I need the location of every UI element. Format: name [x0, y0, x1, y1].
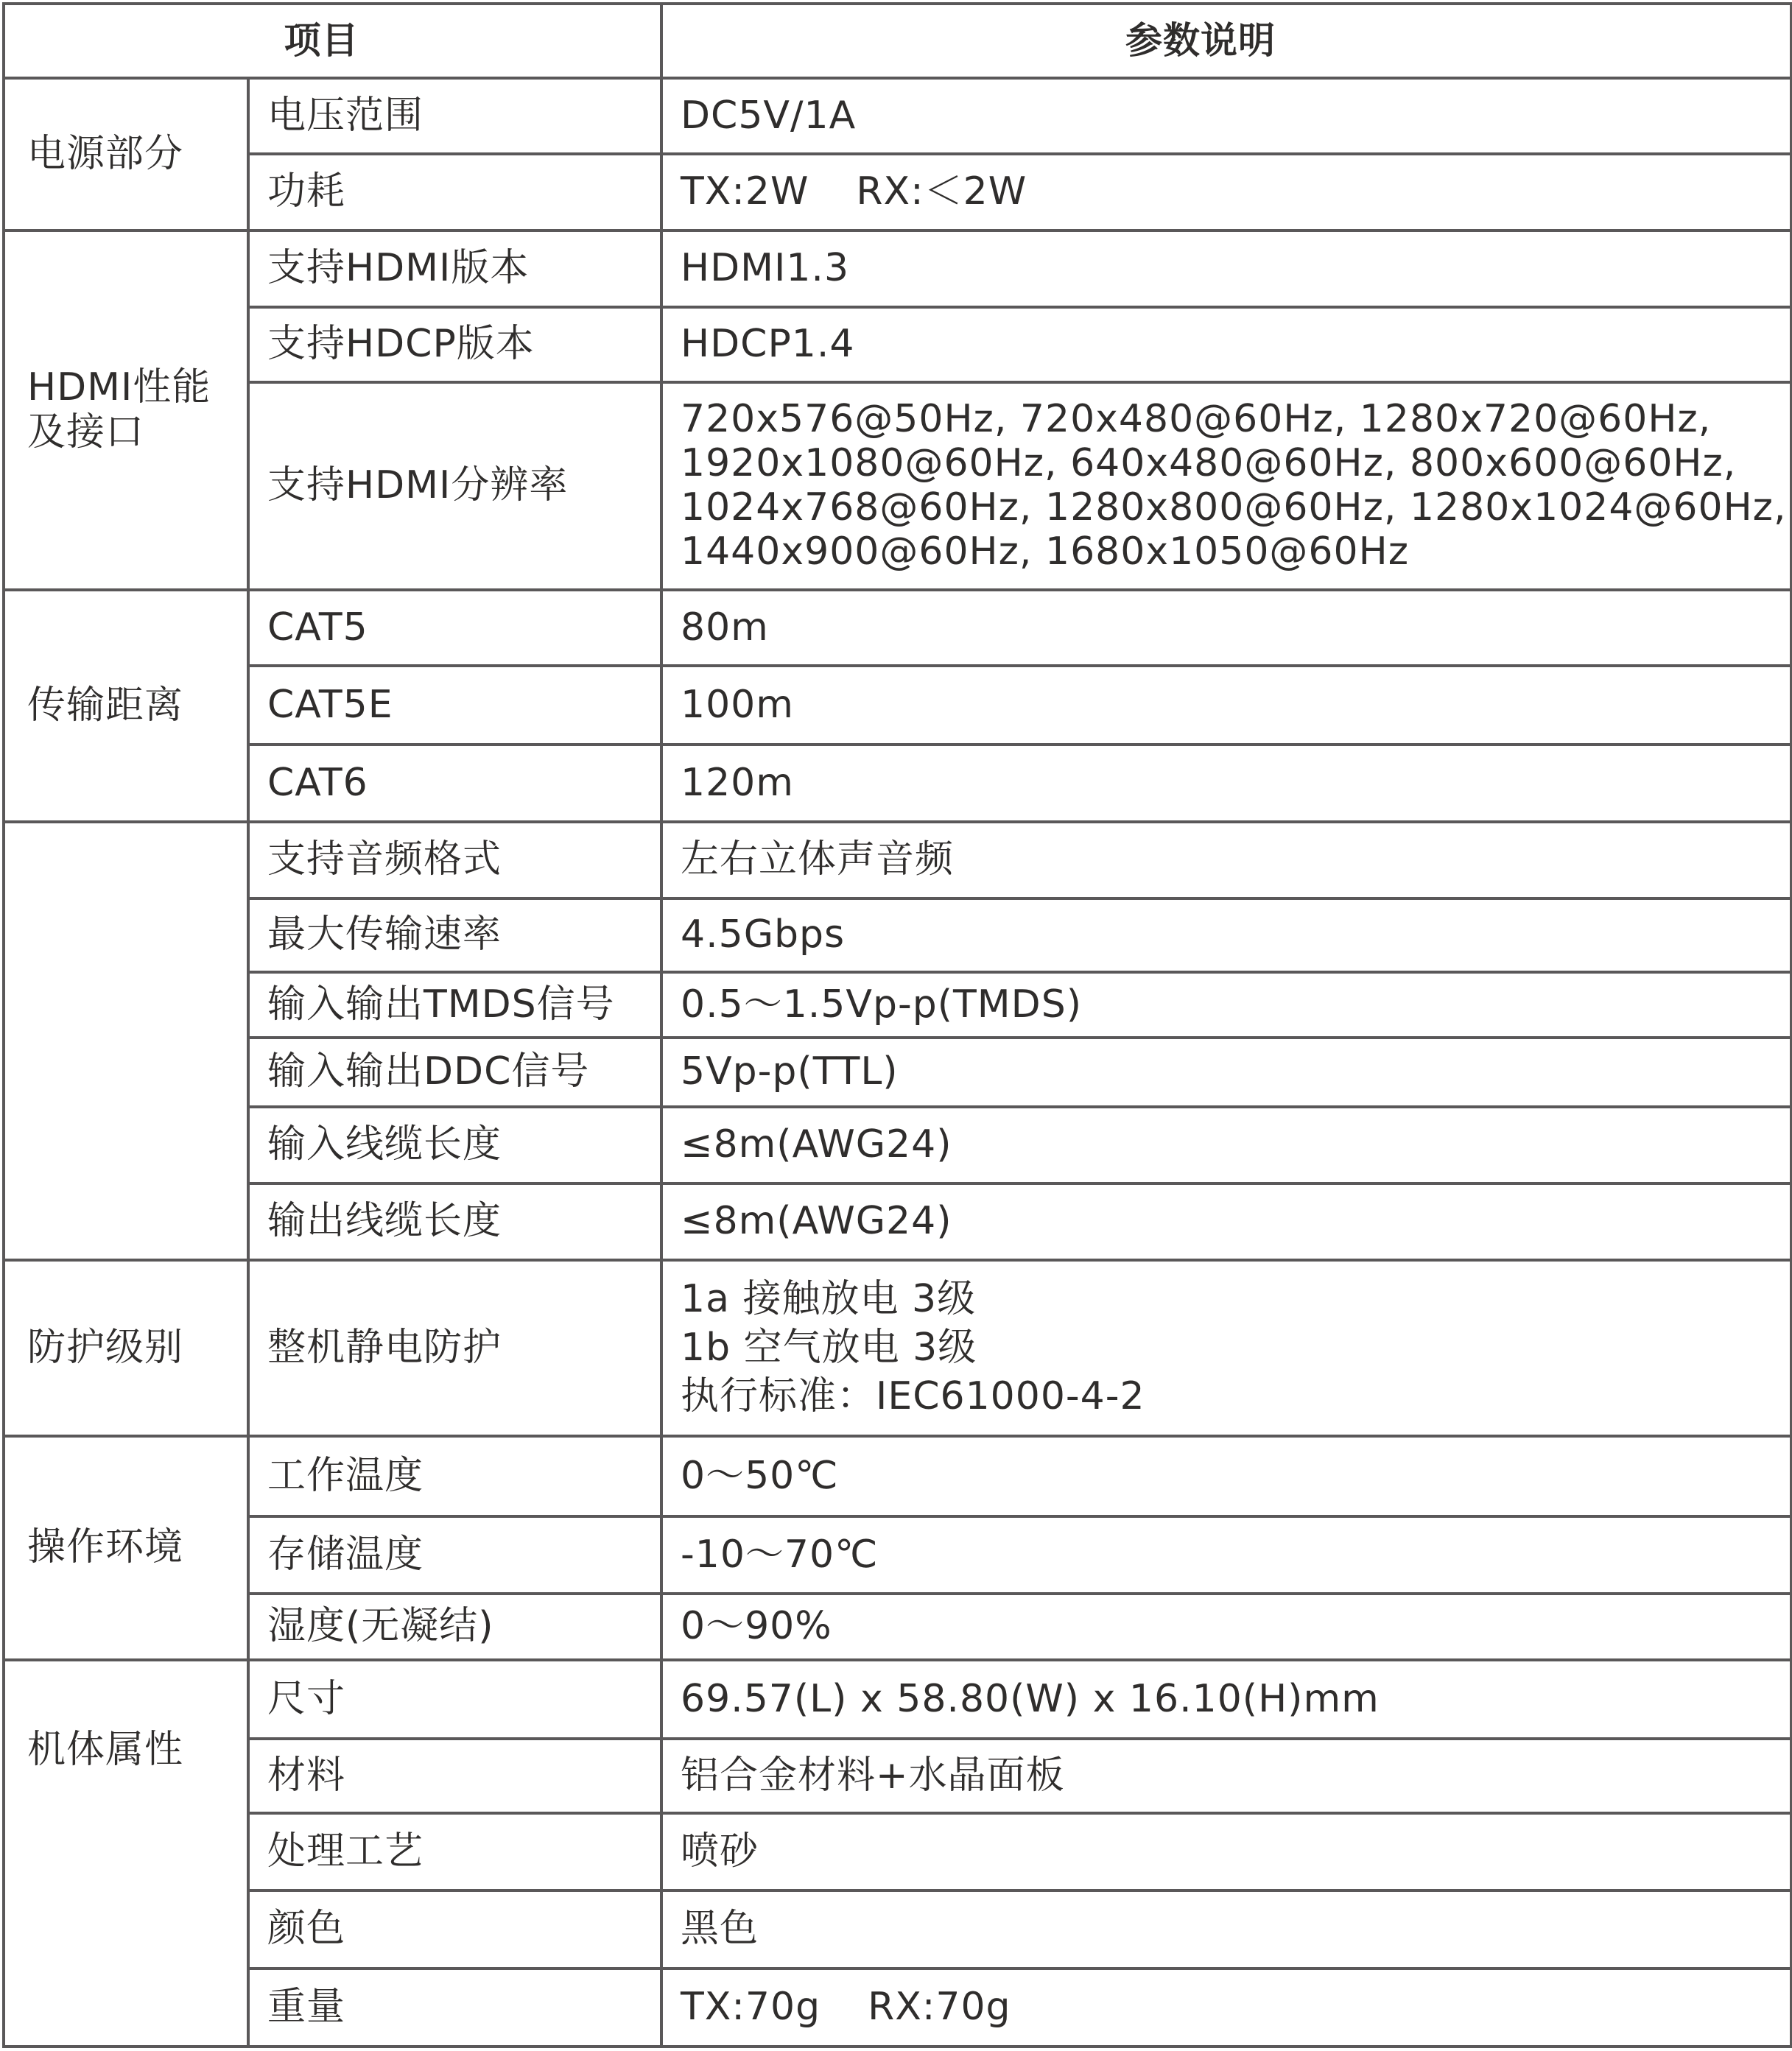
value-dimensions: 69.57(L) x 58.80(W) x 16.10(H)mm: [661, 1660, 1791, 1739]
category-signal-empty: [4, 822, 248, 1260]
esd-line-air: 1b 空气放电 3级: [681, 1325, 977, 1370]
value-finish: 喷砂: [661, 1813, 1791, 1890]
value-tmds-signal: 0.5～1.5Vp-p(TMDS): [661, 972, 1791, 1038]
item-tmds-signal: 输入输出TMDS信号: [248, 972, 661, 1038]
value-max-rate: 4.5Gbps: [661, 898, 1791, 972]
resolution-line: 1440x900@60Hz, 1680x1050@60Hz: [681, 530, 1409, 574]
table-row: [4, 898, 1791, 972]
resolution-line: 1920x1080@60Hz, 640x480@60Hz, 800x600@60Hz,: [681, 441, 1737, 485]
value-tx-weight: TX:70g: [681, 1985, 821, 2030]
item-input-cable: 输入线缆长度: [248, 1107, 661, 1183]
value-esd-protection: [661, 1260, 1791, 1436]
category-hdmi: [4, 231, 248, 590]
table-row: [4, 1660, 1791, 1739]
item-output-cable: 输出线缆长度: [248, 1183, 661, 1260]
table-row: [4, 1038, 1791, 1107]
item-cat6: CAT6: [248, 745, 661, 822]
table-row: [4, 78, 1791, 154]
item-dimensions: 尺寸: [248, 1660, 661, 1739]
value-hdmi-version: HDMI1.3: [661, 231, 1791, 307]
item-esd-protection: 整机静电防护: [248, 1260, 661, 1436]
table-row: [4, 382, 1791, 590]
value-hdcp-version: HDCP1.4: [661, 307, 1791, 382]
category-body: 机体属性: [4, 1660, 248, 2047]
category-power: 电源部分: [4, 78, 248, 231]
value-output-cable: ≤8m(AWG24): [661, 1183, 1791, 1260]
table-row: [4, 745, 1791, 822]
value-storage-temp: -10～70℃: [661, 1516, 1791, 1594]
header-param: 参数说明: [661, 4, 1791, 78]
value-power-consumption: [661, 154, 1791, 231]
item-humidity: 湿度(无凝结): [248, 1594, 661, 1660]
table-row: [4, 231, 1791, 307]
esd-line-standard: 执行标准：IEC61000-4-2: [681, 1373, 1145, 1418]
value-tx-power: TX:2W: [681, 169, 809, 214]
header-item: 项目: [4, 4, 661, 78]
category-distance: 传输距离: [4, 590, 248, 822]
spec-table: [2, 2, 1792, 2048]
item-finish: 处理工艺: [248, 1813, 661, 1890]
item-audio-format: 支持音频格式: [248, 822, 661, 898]
value-humidity: 0～90%: [661, 1594, 1791, 1660]
value-ddc-signal: 5Vp-p(TTL): [661, 1038, 1791, 1107]
table-row: [4, 1436, 1791, 1516]
item-operating-temp: 工作温度: [248, 1436, 661, 1516]
table-row: [4, 1739, 1791, 1813]
item-color: 颜色: [248, 1890, 661, 1969]
category-hdmi-line2: 及接口: [27, 410, 145, 454]
item-weight: 重量: [248, 1969, 661, 2047]
item-ddc-signal: 输入输出DDC信号: [248, 1038, 661, 1107]
table-row: [4, 972, 1791, 1038]
category-hdmi-line1: HDMI性能: [27, 365, 211, 409]
value-material: 铝合金材料+水晶面板: [661, 1739, 1791, 1813]
value-hdmi-resolution: [661, 382, 1791, 590]
value-color: 黑色: [661, 1890, 1791, 1969]
value-cat5: 80m: [661, 590, 1791, 666]
item-hdmi-resolution: 支持HDMI分辨率: [248, 382, 661, 590]
value-audio-format: 左右立体声音频: [661, 822, 1791, 898]
value-rx-power: RX:＜2W: [856, 169, 1027, 214]
item-max-rate: 最大传输速率: [248, 898, 661, 972]
table-row: [4, 1890, 1791, 1969]
value-cat6: 120m: [661, 745, 1791, 822]
item-storage-temp: 存储温度: [248, 1516, 661, 1594]
table-row: [4, 307, 1791, 382]
resolution-line: 1024x768@60Hz, 1280x800@60Hz, 1280x1024@60Hz,: [681, 485, 1787, 530]
table-row: [4, 1107, 1791, 1183]
category-protection: 防护级别: [4, 1260, 248, 1436]
table-row: [4, 590, 1791, 666]
item-voltage: 电压范围: [248, 78, 661, 154]
table-row: [4, 1594, 1791, 1660]
table-row: [4, 822, 1791, 898]
resolution-line: 720x576@50Hz, 720x480@60Hz, 1280x720@60Hz,: [681, 397, 1712, 441]
table-row: [4, 1260, 1791, 1436]
table-row: [4, 154, 1791, 231]
table-row: [4, 1516, 1791, 1594]
value-rx-weight: RX:70g: [868, 1985, 1011, 2030]
table-row: [4, 1813, 1791, 1890]
value-voltage: DC5V/1A: [661, 78, 1791, 154]
table-row: [4, 666, 1791, 745]
category-environment: 操作环境: [4, 1436, 248, 1660]
value-input-cable: ≤8m(AWG24): [661, 1107, 1791, 1183]
item-hdmi-version: 支持HDMI版本: [248, 231, 661, 307]
esd-line-contact: 1a 接触放电 3级: [681, 1276, 977, 1321]
item-hdcp-version: 支持HDCP版本: [248, 307, 661, 382]
table-row: [4, 1183, 1791, 1260]
item-cat5e: CAT5E: [248, 666, 661, 745]
value-weight: [661, 1969, 1791, 2047]
value-operating-temp: 0～50℃: [661, 1436, 1791, 1516]
item-material: 材料: [248, 1739, 661, 1813]
header-row: [4, 4, 1791, 78]
value-cat5e: 100m: [661, 666, 1791, 745]
item-cat5: CAT5: [248, 590, 661, 666]
table-row: [4, 1969, 1791, 2047]
item-power-consumption: 功耗: [248, 154, 661, 231]
